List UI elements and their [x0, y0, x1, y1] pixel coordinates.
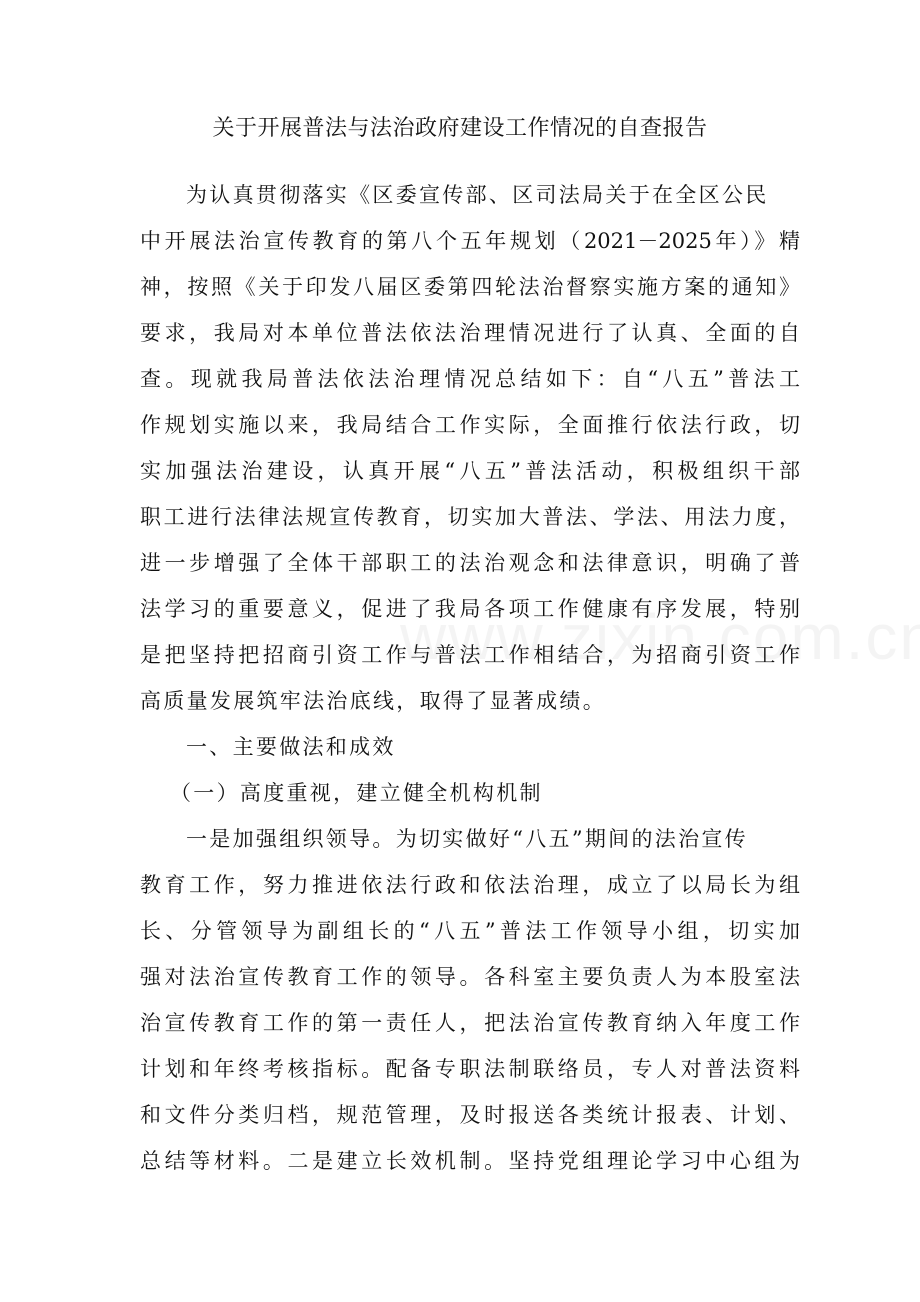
paragraph-line: 作规划实施以来，我局结合工作实际，全面推行依法行政，切 [140, 413, 800, 437]
paragraph-line: 查。现就我局普法依法治理情况总结如下：自“八五”普法工 [140, 367, 800, 391]
paragraph-line: 中开展法治宣传教育的第八个五年规划（2021－2025年）》精 [140, 229, 800, 253]
paragraph-line: 要求，我局对本单位普法依法治理情况进行了认真、全面的自 [140, 321, 800, 345]
section-heading: 一、主要做法和成效 [186, 735, 396, 759]
paragraph-line: 法学习的重要意义，促进了我局各项工作健康有序发展，特别 [140, 597, 800, 621]
paragraph-line: 实加强法治建设，认真开展“八五”普法活动，积极组织干部 [140, 459, 800, 483]
paragraph-line: 高质量发展筑牢法治底线，取得了显著成绩。 [140, 689, 606, 713]
document-body [140, 172, 800, 1184]
document-title: 关于开展普法与法治政府建设工作情况的自查报告 [212, 116, 708, 141]
paragraph-line: 是把坚持把招商引资工作与普法工作相结合，为招商引资工作 [140, 643, 800, 667]
paragraph-line: 为认真贯彻落实《区委宣传部、区司法局关于在全区公民 [186, 183, 769, 207]
paragraph-line: 进一步增强了全体干部职工的法治观念和法律意识，明确了普 [140, 551, 800, 575]
paragraph-line: 教育工作，努力推进依法行政和依法治理，成立了以局长为组 [140, 873, 800, 897]
paragraph-line: 强对法治宣传教育工作的领导。各科室主要负责人为本股室法 [140, 965, 800, 989]
paragraph-line: 总结等材料。二是建立长效机制。坚持党组理论学习中心组为 [140, 1149, 800, 1173]
paragraph-line: 职工进行法律法规宣传教育，切实加大普法、学法、用法力度， [140, 505, 800, 529]
paragraph-line: 神，按照《关于印发八届区委第四轮法治督察实施方案的通知》 [140, 275, 800, 299]
paragraph-line: 长、分管领导为副组长的“八五”普法工作领导小组，切实加 [140, 919, 800, 943]
paragraph-line: 治宣传教育工作的第一责任人，把法治宣传教育纳入年度工作 [140, 1011, 800, 1035]
paragraph-line: 一是加强组织领导。为切实做好“八五”期间的法治宣传 [186, 827, 748, 851]
paragraph-line: 和文件分类归档，规范管理，及时报送各类统计报表、计划、 [140, 1103, 800, 1127]
subsection-heading: （一）高度重视，建立健全机构机制 [170, 781, 543, 805]
paragraph-line: 计划和年终考核指标。配备专职法制联络员，专人对普法资料 [140, 1057, 800, 1081]
